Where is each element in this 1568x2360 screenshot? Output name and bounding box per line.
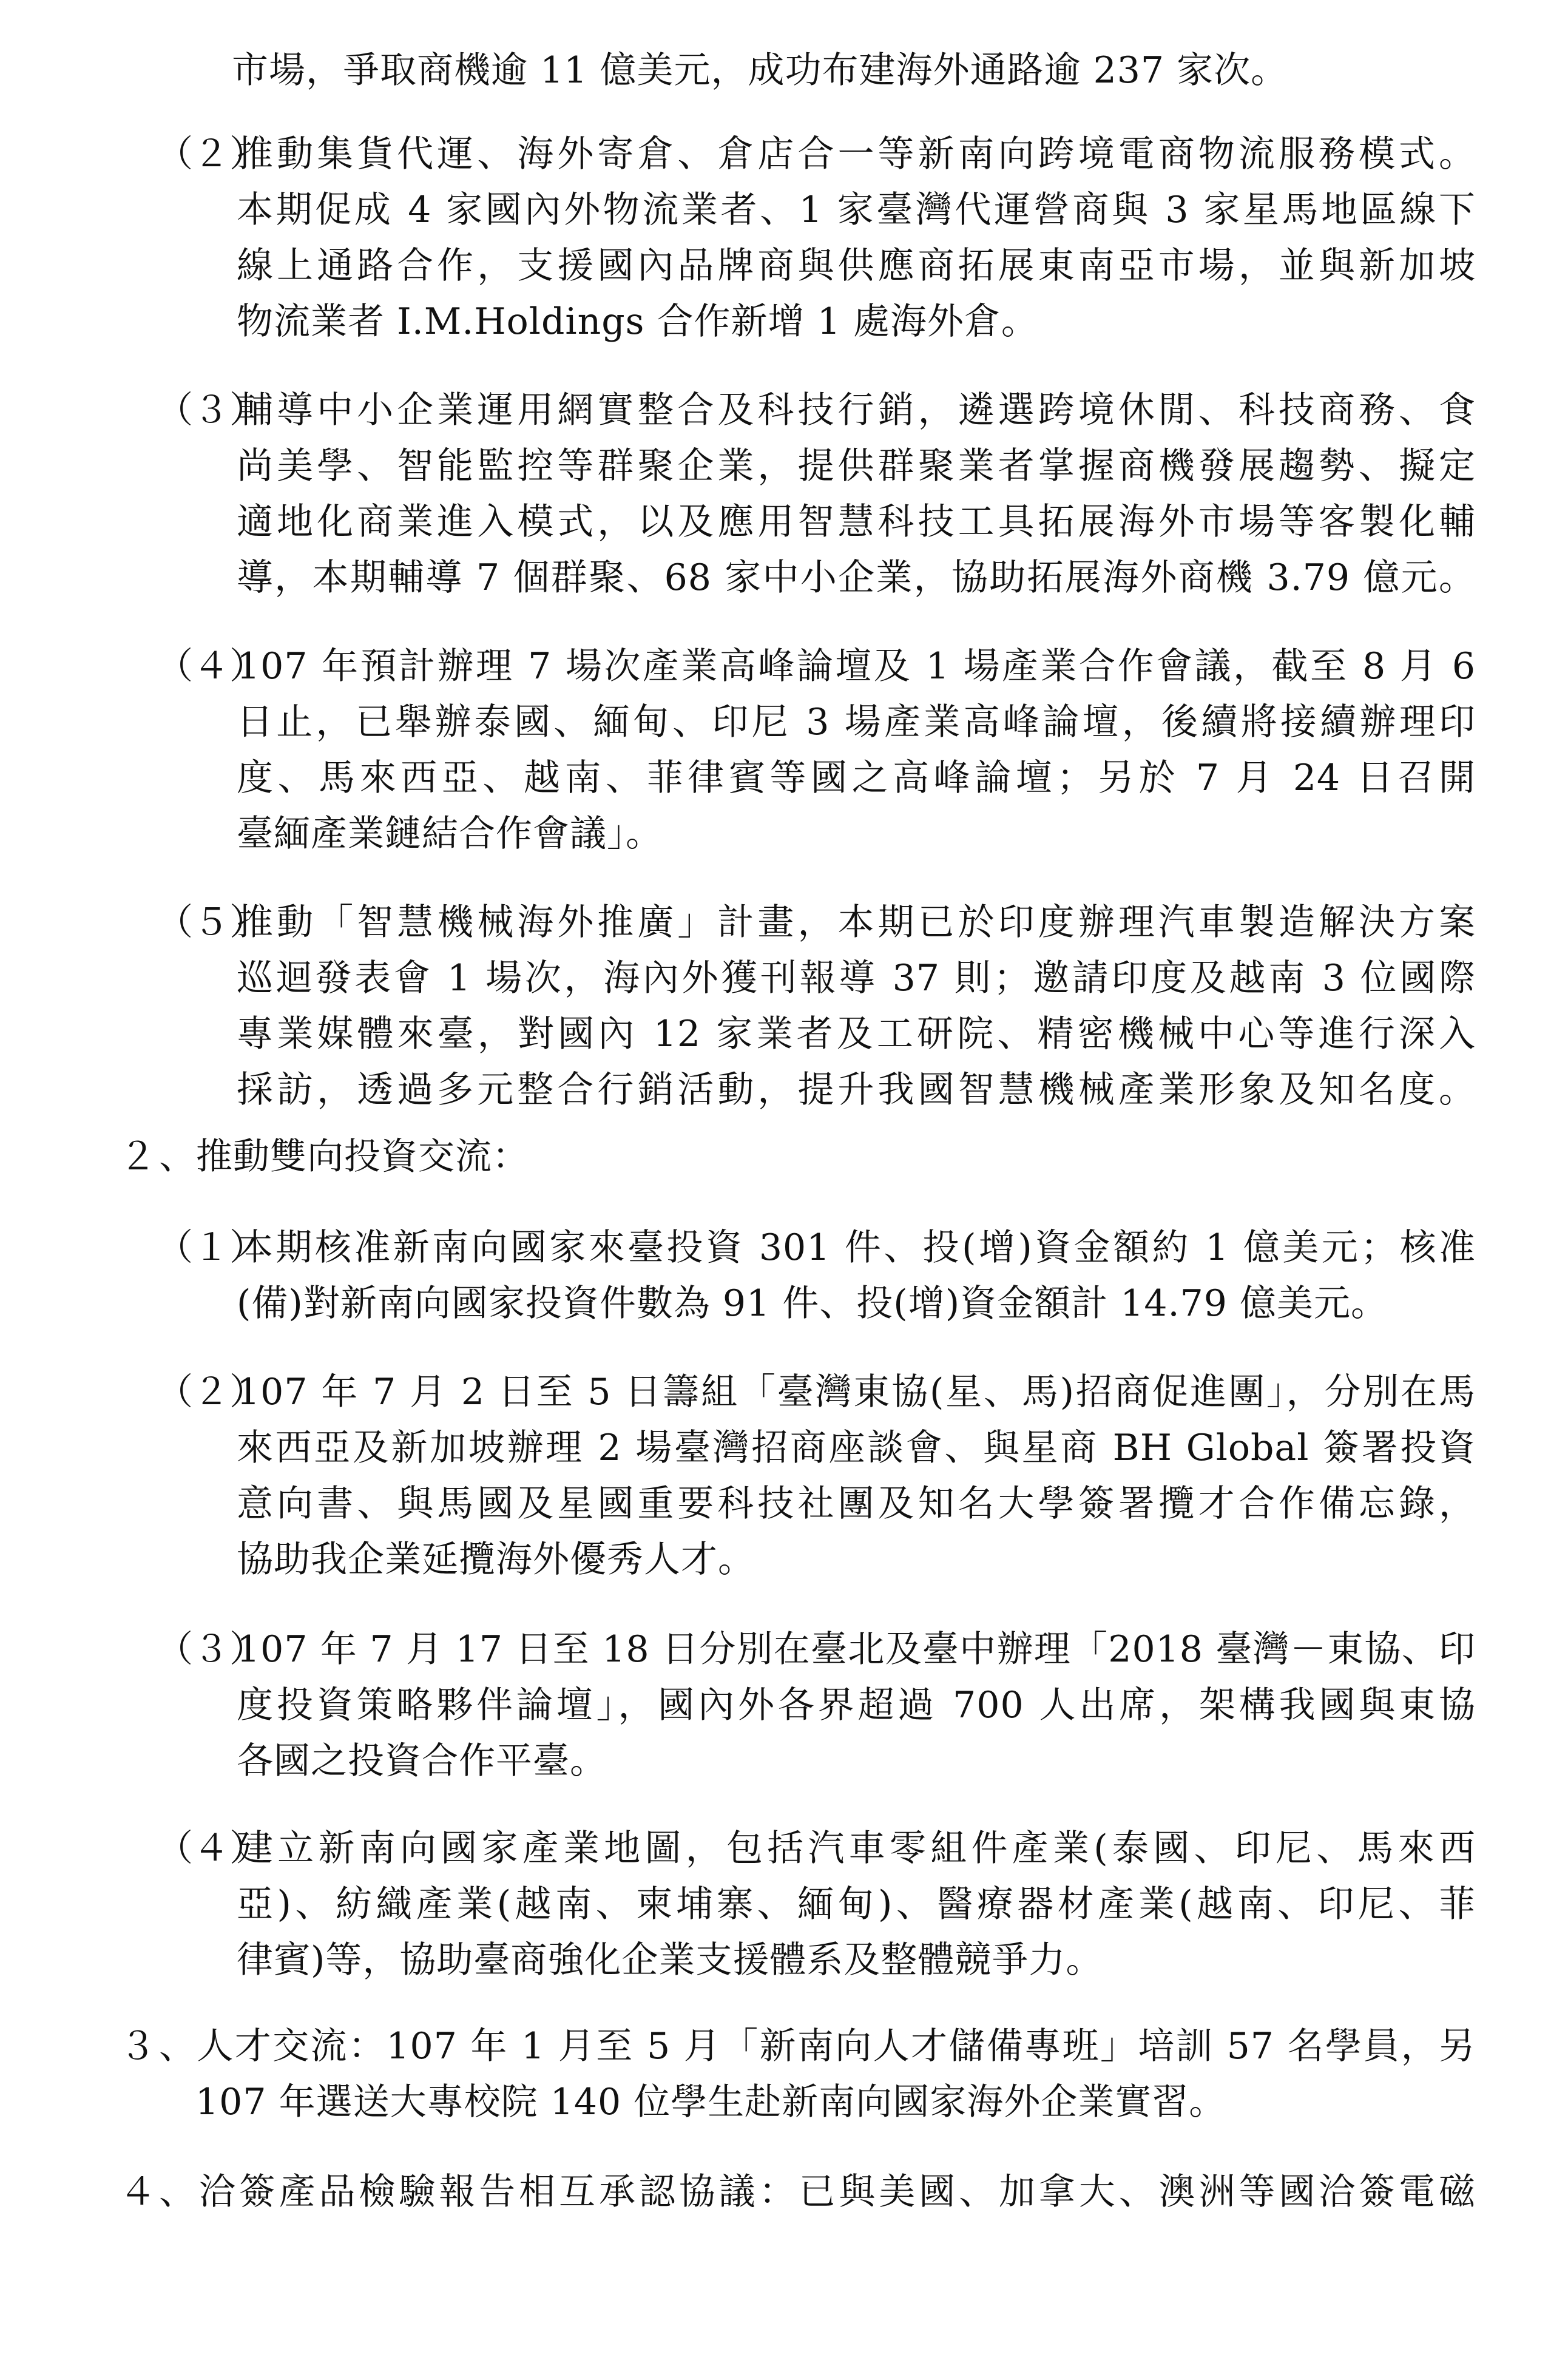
section-line: 、人才交流：107 年 1 月至 5 月「新南向人才儲備專班」培訓 57 名學員，另 [159,2025,1476,2068]
item-marker-1-2: （２） [157,133,266,175]
item-marker-1-4: （４） [157,645,266,688]
section-heading-2: 、推動雙向投資交流： [159,1135,529,1178]
section-number-4: ４ [119,2169,157,2214]
paragraph-line: 尚美學、智能監控等群聚企業，提供群聚業者掌握商機發展趨勢、擬定 [237,445,1476,487]
paragraph-line: 輔導中小企業運用網實整合及科技行銷，遴選跨境休閒、科技商務、食 [237,389,1476,431]
item-marker-2-2: （２） [157,1371,266,1413]
paragraph-line: 適地化商業進入模式，以及應用智慧科技工具拓展海外市場等客製化輔 [237,501,1476,543]
section-line: 107 年選送大專校院 140 位學生赴新南向國家海外企業實習。 [195,2081,1226,2123]
paragraph-line: 巡迴發表會 1 場次，海內外獲刊報導 37 則；邀請印度及越南 3 位國際 [237,957,1476,999]
paragraph-line: 日止，已舉辦泰國、緬甸、印尼 3 場產業高峰論壇，後續將接續辦理印 [237,701,1476,743]
paragraph-line: 107 年 7 月 17 日至 18 日分別在臺北及臺中辦理「2018 臺灣－東協、印 [237,1628,1476,1671]
paragraph-line: 協助我企業延攬海外優秀人才。 [237,1538,755,1581]
paragraph-line: 度、馬來西亞、越南、菲律賓等國之高峰論壇；另於 7 月 24 日召開 [237,757,1476,799]
paragraph-line: 意向書、與馬國及星國重要科技社團及知名大學簽署攬才合作備忘錄， [237,1483,1476,1525]
paragraph-line: 來西亞及新加坡辦理 2 場臺灣招商座談會、與星商 BH Global 簽署投資 [237,1427,1476,1469]
paragraph-line: 107 年 7 月 2 日至 5 日籌組「臺灣東協(星、馬)招商促進團」，分別在馬 [237,1371,1476,1413]
item-marker-2-3: （３） [157,1628,266,1671]
section-number-2: ２ [119,1134,157,1178]
paragraph-line: 本期促成 4 家國內外物流業者、1 家臺灣代運營商與 3 家星馬地區線下 [237,189,1476,231]
paragraph-line: 亞)、紡織產業(越南、柬埔寨、緬甸)、醫療器材產業(越南、印尼、菲 [237,1883,1476,1926]
paragraph-line: 導，本期輔導 7 個群聚、68 家中小企業，協助拓展海外商機 3.79 億元。 [237,556,1476,599]
paragraph-line: 線上通路合作，支援國內品牌商與供應商拓展東南亞市場，並與新加坡 [237,245,1476,287]
paragraph-line: (備)對新南向國家投資件數為 91 件、投(增)資金額計 14.79 億美元。 [237,1282,1388,1325]
intro-line: 市場，爭取商機逾 11 億美元，成功布建海外通路逾 237 家次。 [232,49,1288,92]
section-number-3: ３ [119,2024,157,2068]
paragraph-line: 律賓)等，協助臺商強化企業支援體系及整體競爭力。 [237,1939,1103,1981]
item-marker-1-3: （３） [157,389,266,431]
paragraph-line: 推動集貨代運、海外寄倉、倉店合一等新南向跨境電商物流服務模式。 [237,133,1476,175]
paragraph-line: 本期核准新南向國家來臺投資 301 件、投(增)資金額約 1 億美元；核准 [237,1226,1476,1269]
paragraph-line: 專業媒體來臺，對國內 12 家業者及工研院、精密機械中心等進行深入 [237,1013,1476,1055]
paragraph-line: 物流業者 I.M.Holdings 合作新增 1 處海外倉。 [237,300,1038,343]
section-line: 、洽簽產品檢驗報告相互承認協議：已與美國、加拿大、澳洲等國洽簽電磁 [159,2171,1476,2213]
paragraph-line: 採訪，透過多元整合行銷活動，提升我國智慧機械產業形象及知名度。 [237,1069,1476,1111]
paragraph-line: 度投資策略夥伴論壇」，國內外各界超過 700 人出席，架構我國與東協 [237,1684,1476,1726]
paragraph-line: 各國之投資合作平臺。 [237,1740,607,1782]
paragraph-line: 建立新南向國家產業地圖，包括汽車零組件產業(泰國、印尼、馬來西 [237,1827,1476,1870]
item-marker-1-5: （５） [157,901,266,944]
paragraph-line: 臺緬產業鏈結合作會議」。 [237,813,663,855]
item-marker-2-1: （１） [157,1226,266,1269]
paragraph-line: 推動「智慧機械海外推廣」計畫，本期已於印度辦理汽車製造解決方案 [237,901,1476,944]
item-marker-2-4: （４） [157,1827,266,1870]
paragraph-line: 107 年預計辦理 7 場次產業高峰論壇及 1 場產業合作會議，截至 8 月 6 [237,645,1476,688]
